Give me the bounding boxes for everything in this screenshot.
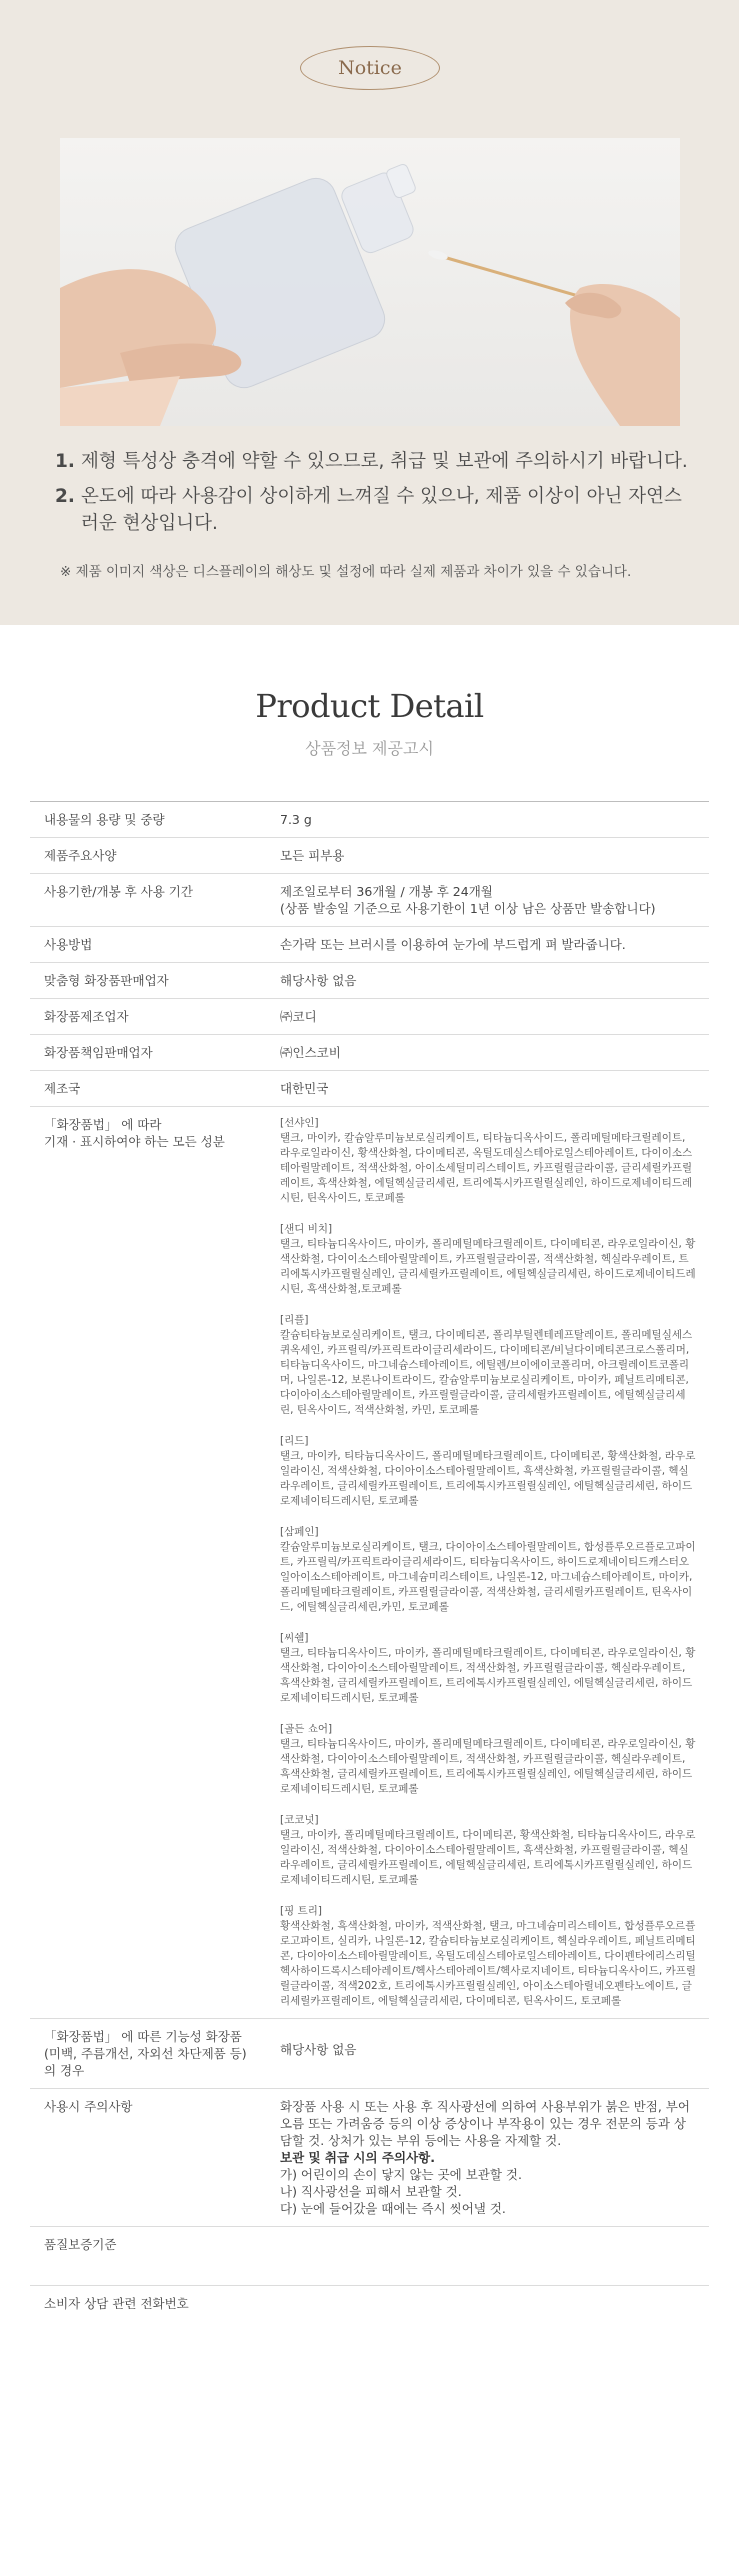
caution-item: 나) 직사광선을 피해서 보관할 것. [280,2184,462,2199]
ingredient-block [280,1525,697,1615]
shade-ingredients: 칼슘알루미늄보로실리케이트, 탤크, 다이아이소스테아릴말레이트, 합성플루오르플로고파이트, 카프릴릭/카프릭트라이글리세라이드, 티타늄디옥사이드, 하이드로제네이티드캐스터오일아이소스테아레이트, 마그네슘미리스테이트, 나일론-12, 마그네슘스테아레이트, 마이카, 폴리메틸메타크릴레이트, 카프릴릴글라이콜, 적색산화철, 글리세릴카프릴레이트, 틴옥사이드, 에틸헥실글리세린,카민, 토코페롤 [280,1541,696,1613]
row-key: 사용방법 [30,927,262,963]
table-row [30,927,709,963]
table-row [30,838,709,874]
row-value [262,874,709,927]
table-row [30,2286,709,2345]
notice-footnote: ※ 제품 이미지 색상은 디스플레이의 해상도 및 설정에 따라 실제 제품과 차이가 있을 수 있습니다. [60,564,632,580]
table-row-ingredients [30,1107,709,2019]
row-key: 내용물의 용량 및 중량 [30,802,262,838]
notice-section [0,0,739,625]
row-value: 해당사항 없음 [262,963,709,999]
shade-ingredients: 탤크, 티타늄디옥사이드, 마이카, 폴리메틸메타크릴레이트, 다이메티콘, 라우로일라이신, 황색산화철, 다이이소스테아릴말레이트, 카프릴릴글라이콜, 적색산화철, 헥실라우레이트, 트리에톡시카프릴릴실레인, 글리세릴카프릴레이트, 에틸헥실글리세린, 하이드로제네이티드레시틴, 흑색산화철,토코페롤 [280,1238,696,1295]
caution-content [262,2089,709,2227]
table-row [30,1071,709,1107]
shade-ingredients: 탤크, 마이카, 티타늄디옥사이드, 폴리메틸메타크릴레이트, 다이메티콘, 황색산화철, 라우로일라이신, 적색산화철, 다이아이소스테아릴말레이트, 흑색산화철, 카프릴릴글라이콜, 헥실라우레이트, 글리세릴카프릴레이트, 트리에톡시카프릴릴실레인, 에틸헥실글리세린, 하이드로제네이티드레시틴, 토코페롤 [280,1450,696,1507]
row-key: 「화장품법」 에 따른 기능성 화장품 (미백, 주름개선, 자외선 차단제품 등) 의 경우 [30,2019,262,2089]
ingredient-block [280,1722,697,1797]
row-key: 「화장품법」 에 따라 기재 · 표시하여야 하는 모든 성분 [30,1107,262,2019]
table-row [30,963,709,999]
shelf-life-note: (상품 발송일 기준으로 사용기한이 1년 이상 남은 상품만 발송합니다) [280,901,656,916]
shade-name: [리드] [280,1435,309,1447]
notice-item [55,483,695,537]
row-value: 7.3 g [262,802,709,838]
shelf-life-line: 제조일로부터 36개월 / 개봉 후 24개월 [280,884,493,899]
row-value: 모든 피부용 [262,838,709,874]
shade-name: [선샤인] [280,1117,319,1129]
row-value: ㈜인스코비 [262,1035,709,1071]
ingredient-block [280,1313,697,1418]
table-row [30,2019,709,2089]
shade-name: [코코넛] [280,1814,319,1826]
row-value [262,2227,709,2286]
row-key: 사용시 주의사항 [30,2089,262,2227]
notice-item-text: 제형 특성상 충격에 약할 수 있으므로, 취급 및 보관에 주의하시기 바랍니다. [81,451,688,472]
row-key: 제조국 [30,1071,262,1107]
shade-ingredients: 황색산화철, 흑색산화철, 마이카, 적색산화철, 탤크, 마그네슘미리스테이트, 합성플루오르플로고파이트, 실리카, 나일론-12, 칼슘티타늄보로실리케이트, 헥실라우레이트, 페닐트리메티콘, 다이아이소스테아릴말레이트, 옥틸도데실스테아로일스테아레이트, 다이펜타에리스리틸헥사하이드록시스테아레이트/헥사스테아레이트/헥사로지네이트, 티타늄디옥사이드, 카프릴릴글라이콜, 적색202호, 트리에톡시카프릴릴실레인, 아이소스테아릴네오펜타노에이트, 글리세릴카프릴레이트, 에틸헥실글리세린, 다이메티콘, 틴옥사이드, 토코페롤 [280,1920,697,2007]
storage-heading: 보관 및 취급 시의 주의사항. [280,2150,435,2165]
row-key: 맞춤형 화장품판매업자 [30,963,262,999]
ingredient-block [280,1116,697,1206]
product-detail-subtitle: 상품정보 제공고시 [305,739,434,758]
caution-item: 다) 눈에 들어갔을 때에는 즉시 씻어낼 것. [280,2201,506,2216]
hands-bottle-illustration [60,138,680,426]
table-row [30,2227,709,2286]
row-value: 대한민국 [262,1071,709,1107]
ingredients-list [262,1107,709,2019]
ingredient-block [280,1631,697,1706]
row-value [262,2286,709,2345]
product-detail-title: Product Detail [255,687,484,725]
row-value: ㈜코디 [262,999,709,1035]
ingredient-block [280,1904,697,2009]
row-key: 제품주요사양 [30,838,262,874]
shade-ingredients: 탤크, 티타늄디옥사이드, 마이카, 폴리메틸메타크릴레이트, 다이메티콘, 라우로일라이신, 황색산화철, 다이아이소스테아릴말레이트, 적색산화철, 카프릴릴글라이콜, 헥실라우레이트, 흑색산화철, 글리세릴카프릴레이트, 트리에톡시카프릴릴실레인, 에틸헥실글리세린, 하이드로제네이티드레시틴, 토코페롤 [280,1647,696,1704]
shade-ingredients: 칼슘티타늄보로실리케이트, 탤크, 다이메티콘, 폴리부틸렌테레프탈레이트, 폴리메틸실세스퀴옥세인, 카프릴릭/카프릭트라이글리세라이드, 다이메티콘/비닐다이메티콘크로스폴리머, 티타늄디옥사이드, 마그네슘스테아레이트, 에틸렌/브이에이코폴리머, 아크릴레이트코폴리머, 나일론-12, 보론나이트라이드, 칼슘알루미늄보로실리케이트, 마이카, 페닐트리메티콘, 다이아이소스테아릴말레이트, 카프릴릴글라이콜, 글리세릴카프릴레이트, 에틸헥실글리세린, 틴옥사이드, 적색산화철, 카민, 토코페롤 [280,1329,693,1416]
table-row [30,802,709,838]
shade-ingredients: 탤크, 마이카, 폴리메틸메타크릴레이트, 다이메티콘, 황색산화철, 티타늄디옥사이드, 라우로일라이신, 적색산화철, 다이아이소스테아릴말레이트, 흑색산화철, 카프릴릴글라이콜, 헥실라우레이트, 글리세릴카프릴레이트, 에틸헥실글리세린, 트리에톡시카프릴릴실레인, 하이드로제네이티드레시틴, 토코페롤 [280,1829,696,1886]
table-row [30,2089,709,2227]
row-key: 사용기한/개봉 후 사용 기간 [30,874,262,927]
caution-text: 화장품 사용 시 또는 사용 후 직사광선에 의하여 사용부위가 붉은 반점, 부어오름 또는 가려움증 등의 이상 증상이나 부작용이 있는 경우 전문의 등과 상담할 것. 상처가 있는 부위 등에는 사용을 자제할 것. [280,2099,690,2148]
ingredient-block [280,1813,697,1888]
notice-list [55,448,695,545]
row-key: 화장품책임판매업자 [30,1035,262,1071]
shade-name: [씨쉘] [280,1632,309,1644]
shade-name: [리플] [280,1314,309,1326]
table-row [30,874,709,927]
product-photo [60,138,680,426]
caution-item: 가) 어린이의 손이 닿지 않는 곳에 보관할 것. [280,2167,522,2182]
ingredient-block [280,1434,697,1509]
row-value: 해당사항 없음 [262,2019,709,2089]
notice-item [55,448,695,475]
table-row [30,999,709,1035]
row-key: 소비자 상담 관련 전화번호 [44,2296,189,2311]
table-row [30,1035,709,1071]
ingredient-block [280,1222,697,1297]
shade-name: [샌디 비치] [280,1223,333,1235]
row-key: 품질보증기준 [30,2227,262,2286]
shade-name: [골든 쇼어] [280,1723,333,1735]
notice-item-text: 온도에 따라 사용감이 상이하게 느껴질 수 있으나, 제품 이상이 아닌 자연스러운 현상입니다. [81,486,682,534]
notice-item-number: 1. [55,451,75,472]
shade-ingredients: 탤크, 마이카, 칼슘알루미늄보로실리케이트, 티타늄디옥사이드, 폴리메틸메타크릴레이트, 라우로일라이신, 황색산화철, 다이메티콘, 옥틸도데실스테아로일스테아레이트, 다이이소스테아릴말레이트, 적색산화철, 아이소세틸미리스테이트, 카프릴릴글라이콜, 글리세릴카프릴레이트, 흑색산화철, 에틸헥실글리세린, 트리에톡시카프릴릴실레인, 하이드로제네이티드레시틴, 틴옥사이드, 토코페롤 [280,1132,693,1204]
shade-ingredients: 탤크, 티타늄디옥사이드, 마이카, 폴리메틸메타크릴레이트, 다이메티콘, 라우로일라이신, 황색산화철, 다이아이소스테아릴말레이트, 적색산화철, 카프릴릴글라이콜, 헥실라우레이트, 흑색산화철, 글리세릴카프릴레이트, 트리에톡시카프릴릴실레인, 에틸헥실글리세린, 하이드로제네이티드레시틴, 토코페롤 [280,1738,696,1795]
product-info-table [30,801,709,2344]
shade-name: [핑 트리] [280,1905,322,1917]
shade-name: [삼페인] [280,1526,319,1538]
notice-item-number: 2. [55,486,75,507]
row-key: 화장품제조업자 [30,999,262,1035]
row-value: 손가락 또는 브러시를 이용하여 눈가에 부드럽게 펴 발라줍니다. [262,927,709,963]
notice-badge: Notice [300,46,440,90]
